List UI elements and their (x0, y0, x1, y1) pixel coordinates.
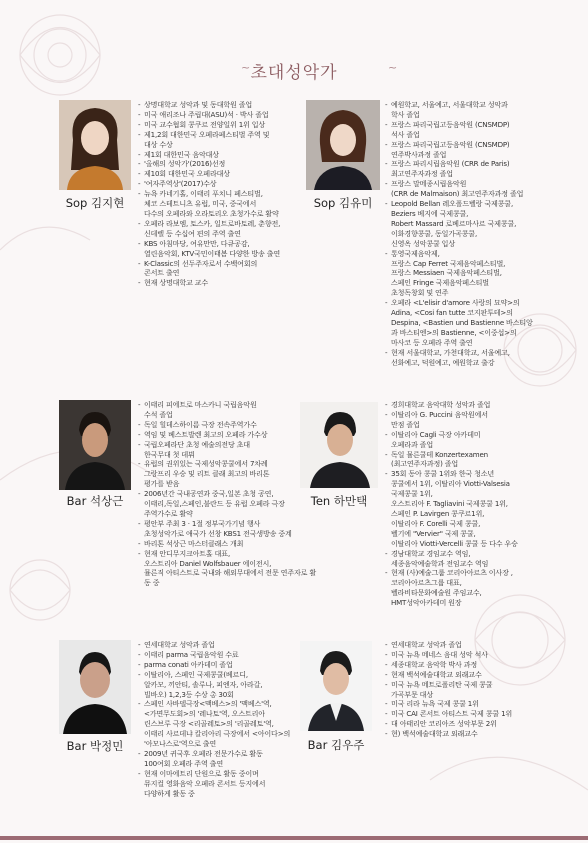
bio-item: - 미국 리라 뉴욕 국제 콩쿨 1위 (385, 699, 575, 709)
bio-item: - 제1,2회 대한민국 오페라페스티벌 주역 및 대상 수상 (138, 130, 308, 150)
bio-item: - 현) 백석예술대학교 외래교수 (385, 729, 575, 739)
bio-item: - 제10회 대한민국 오페라대상 (138, 169, 308, 179)
bio-item: - 상명대학교 성악과 및 동대학원 졸업 (138, 100, 308, 110)
bio-item: - 현재 안디무지크아트홀 대표, 오스트리아 Daniel Wolfsbauer 에이전시, 뮬른직 아티스트로 국내와 해외무대에서 전문 연주자로 활동 중 (138, 549, 316, 589)
bio-item: - 오페라 <L'elisir d'amore 사랑의 묘약>의 Adina, <Cosi fan tutte 코지판투테>의 Despina, <Bastien und Bastienne 바스티앙 과 바스티엔>의 Bastienne, <이중섭>의 마사코 등 오페라 주역 출연 (385, 298, 575, 348)
bio-item: - 이탈리아, 스페인 국제콩쿨(베르디, 알카모, 끼안티, 솔루나, 피엔자, 아라갈, 빌바오) 1,2,3등 수상 총 30회 (138, 670, 316, 700)
portrait-woman-icon (306, 100, 380, 190)
performer-bio (385, 640, 575, 739)
bio-item: - '올해의 성악가'(2016)선정 (138, 159, 308, 169)
bio-item: - K-Classic의 선두주자로서 수백여회의 콘서트 출연 (138, 259, 308, 279)
performer-name (59, 195, 131, 211)
performer-name-text: 하만택 (333, 494, 368, 508)
bio-item: - 대 아태리안 코리아즈 성악부문 2위 (385, 719, 575, 729)
bio-item: - Leopold Bellan 레오폴드벨랑 국제콩쿨, Beziers 베지에 국제콩쿨, Robert Massard 로베르마사르 국제콩쿨, 이화경향콩쿨, 동일가곡콩쿨, 신영옥 성악콩쿨 입상 (385, 199, 575, 249)
bio-item: - 이태리 parma 국립음악원 수료 (138, 650, 316, 660)
bio-item: - parma conati 아카데미 졸업 (138, 660, 316, 670)
bio-item: - 이탈리아 G. Puccini 음악원에서 만점 졸업 (385, 410, 575, 430)
bio-item: - 2006년간 국내공연과 중국,일본 초청 공연, 이태리,독일,스페인,불란드 등 유럽 오페라 극장 주역가수로 활약 (138, 489, 316, 519)
title-ornament-left: ~ (241, 61, 251, 74)
performer-name-text: 김지현 (90, 196, 125, 210)
voice-type: Bar (66, 494, 87, 508)
bio-item: - 제1회 대한민국 음악대상 (138, 150, 308, 160)
performer-name-text: 석상근 (90, 494, 124, 508)
voice-type: Sop (65, 196, 88, 210)
performer-name-text: 김우주 (331, 738, 365, 752)
bio-item: - 연세대학교 성악과 졸업 (385, 640, 575, 650)
portrait-man-icon (300, 402, 378, 488)
bio-item: - 유럽의 권위있는 국제성악콩쿨에서 7차례 그랑프리 우승 및 리트 클래 최고의 바리톤 평가를 받음 (138, 459, 316, 489)
bio-item: - 이탈리아 Cagli 극장 아카데미 오페라과 졸업 (385, 430, 575, 450)
performer-name (300, 493, 378, 509)
bio-item: - 경희대학교 음악대학 성악과 졸업 (385, 400, 575, 410)
bio-item: - 독일 힐데스하이름 극장 전속주역가수 (138, 420, 316, 430)
portrait-man-icon (59, 640, 131, 734)
bio-item: - 현재 (사)예술그룹 코리아아르츠 이사장 , 코리아아르츠그룹 대표, 벨라비타문화예술원 주임교수, HMT성악아카데미 원장 (385, 568, 575, 608)
performer-name-text: 박정민 (90, 739, 124, 753)
performer-bio (385, 400, 575, 608)
performer-name (59, 738, 131, 754)
bio-item: - 독일 뮬른쿨테 Konzertexamen (최고연주자과정) 졸업 (385, 450, 575, 470)
portrait-man-icon (300, 641, 372, 731)
bio-item: - 2009년 귀국후 오페라 전문가수로 활동 100여회 오페라 주역 출연 (138, 749, 316, 769)
bio-item: - '여자주역상'(2017)수상 (138, 179, 308, 189)
performer-bio (385, 100, 575, 367)
bio-item: - 이태리 피에트로 마스카니 국립음악원 수석 졸업 (138, 400, 316, 420)
bio-item: - 바리톤 석상근 마스터클래스 개최 (138, 539, 316, 549)
bio-item: - 프랑스 말메종시립음악원 (CRR de Malmaison) 최고연주자과정 졸업 (385, 179, 575, 199)
bio-item: - 현재 백석예술대학교 외래교수 (385, 670, 575, 680)
bio-item: - 뉴욕 카네기홀, 이태리 푸치니 페스티벌, 체코 스테트니츠 유럽, 미국, 중국에서 다수의 오페라와 오라토리오 초청가수로 활약 (138, 189, 308, 219)
bio-item: - 통영국제음악제, 프랑스 Cap Ferret 국제음악페스티벌, 프랑스 Messiaen 국제음악페스티벌, 스페인 Fringe 국제음악페스티벌 초청독창회 및 연주 (385, 249, 575, 299)
bio-item: - 현재 이마에트리 단원으로 활동 중이며 뮤지컬 영화음악 오페라 콘서트 등지에서 다양하게 활동 중 (138, 769, 316, 799)
bio-item: - 예원학교, 서울예고, 서울대학교 성악과 학사 졸업 (385, 100, 575, 120)
performer-bio (138, 640, 316, 799)
bio-item: - 미국 교수협회 콩쿠르 전양일위 1위 입상 (138, 120, 308, 130)
bio-item: - 연세대학교 성악과 졸업 (138, 640, 316, 650)
bio-item: - 미국 CAI 콘서트 아티스트 국제 콩쿨 1위 (385, 709, 575, 719)
performer-name (300, 737, 372, 753)
bio-item: - 프랑스 파리시립음악원 (CRR de Paris) 최고연주자과정 졸업 (385, 159, 575, 179)
bio-item: - 현재 상명대학교 교수 (138, 278, 308, 288)
bio-item: - 스페인 사바델극장<맥베스>의 '맥베스'역, <가면무도회>의 '레나토'역, 오스트리아 린스브루 극장 <리골레토>의 '리골레토'역, 이태리 사르데냐 칼리아리 극장에서 <아이다>의 '아모나스로'역으로 출연 (138, 699, 316, 749)
performer-bio (138, 100, 308, 288)
performer-name (306, 195, 380, 211)
bio-item: - KBS 아침마당, 여유만만, 다큐공감, 열린음악회, KTV국민이태봄 다양한 방송 출연 (138, 239, 308, 259)
bio-item: - 오페라 라보엠, 토스카, 일트로바토레, 춘향전, 신데렐 등 수십여 편의 주역 출연 (138, 219, 308, 239)
bio-item: - 현재 서울대학교, 가천대학교, 서울예고, 선화예고, 덕원예고, 예원학교 출강 (385, 348, 575, 368)
page-title: 초대성악가 (250, 63, 338, 83)
bio-item: - 미국 애리조나 주립대(ASU)석 · 박사 졸업 (138, 110, 308, 120)
voice-type: Bar (66, 739, 87, 753)
title-ornament-right: ~ (388, 61, 398, 74)
performer-bio (138, 400, 316, 588)
bio-item: - 경남대학교 경임교수 역임, 세종음악예술학과 전임교수 역임 (385, 549, 575, 569)
bio-item: - 역임 및 베스트발렌 최고의 오페라 가수상 (138, 430, 316, 440)
voice-type: Sop (313, 196, 336, 210)
bio-item: - 미국 뉴욕 메트로폴리탄 국제 콩쿨 가곡부문 대상 (385, 680, 575, 700)
portrait-man-icon (59, 400, 131, 490)
bio-item: - 프랑스 파리국립고등음악원 (CNSMDP) 석사 졸업 (385, 120, 575, 140)
performer-name (59, 493, 131, 509)
voice-type: Bar (307, 738, 328, 752)
voice-type: Ten (310, 494, 331, 508)
portrait-woman-icon (59, 100, 131, 190)
bio-item: - 국립오페라단 초청 예술의전당 초대 한국무대 첫 데뷔 (138, 440, 316, 460)
bio-item: - 미국 뉴욕 메네스 음대 성악 석사 (385, 650, 575, 660)
bio-item: - 평안부 주최 3 · 1절 정부국가기념 행사 초청성악가로 애국가 선창 KBS1 전국생방송 중계 (138, 519, 316, 539)
bio-item: - 세종대학교 음악학 박사 과정 (385, 660, 575, 670)
bio-item: - 프랑스 파리국립고등음악원 (CNSMDP) 연주박사과정 졸업 (385, 140, 575, 160)
bio-item: - 35회 동아 콩쿨 1위와 한국 청소년 콩쿨에서 1위, 이탈리아 Viotti-Valsesia 국제콩쿨 1위, 오스트리아 F. Tagliavini 국제콩쿨 1위, 스페인 P. Lavirgen 콩쿠르1위, 이탈리아 F. Corelli 국제 콩쿨, 벨기에 "Vervier" 국제 콩쿨, 이탈리아 Viotti-Vercelli 콩쿨 등 다수 우승 (385, 469, 575, 548)
performer-name-text: 김유미 (338, 196, 373, 210)
